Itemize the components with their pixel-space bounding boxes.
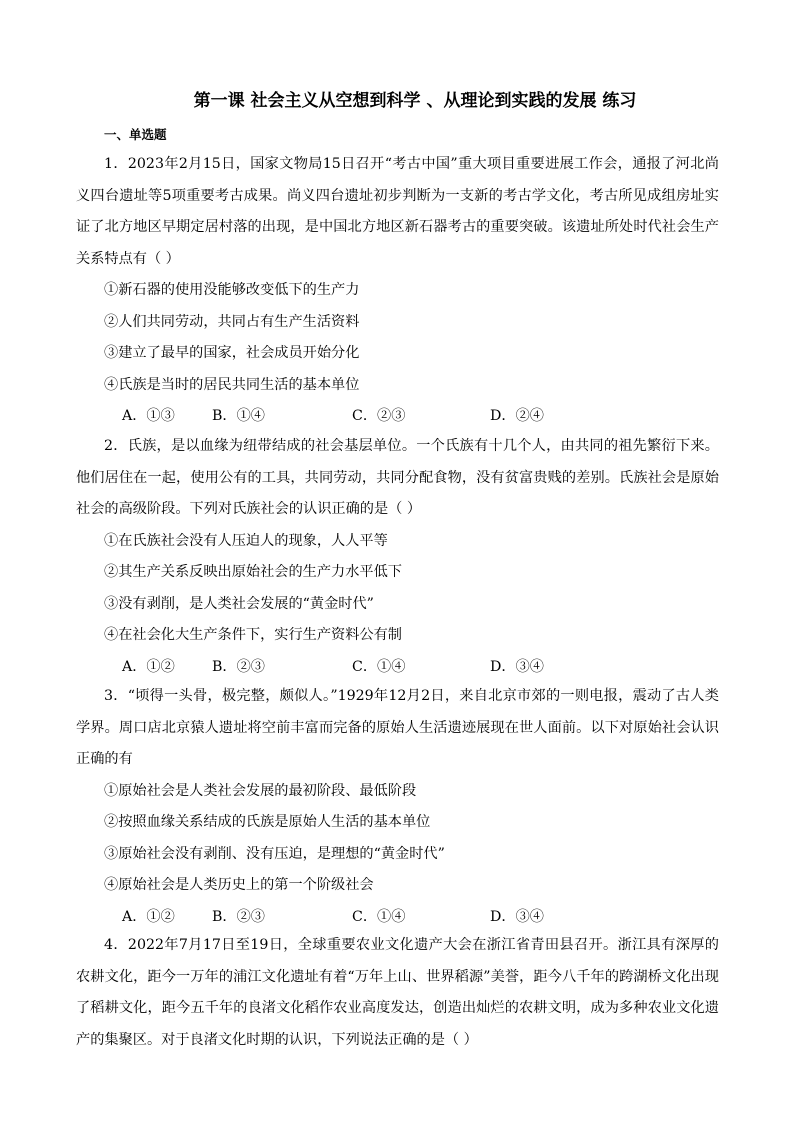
answer-choices — [76, 401, 719, 433]
statement-option: ③没有剥削，是人类社会发展的“黄金时代” — [104, 595, 374, 612]
choice-d: D．③④ — [490, 908, 544, 925]
statement-option: ④原始社会是人类历史上的第一个阶级社会 — [104, 877, 374, 893]
choice-a: A．①② — [122, 658, 175, 675]
answer-choices — [76, 652, 719, 684]
question-1 — [76, 149, 719, 433]
choice-c: C．②③ — [352, 408, 406, 424]
question-4 — [76, 930, 719, 1056]
statement-option: ③建立了最早的国家，社会成员开始分化 — [104, 345, 360, 361]
statement-option: ②按照血缘关系结成的氏族是原始人生活的基本单位 — [104, 814, 431, 830]
choice-a: A．①③ — [122, 408, 175, 424]
statement-option: ①新石器的使用没能够改变低下的生产力 — [104, 282, 360, 298]
choice-d: D．②④ — [490, 408, 544, 424]
question-stem: 4．2022年7月17日至19日，全球重要农业文化遗产大会在浙江省青田县召开。浙江具有深厚的农耕文化，距今一万年的浦江文化遗址有着“万年上山、世界稻源”美誉，距今八千年的跨湖桥文化出现了稻耕文化，距今五千年的良渚文化稻作农业高度发达，创造出灿烂的农耕文明，成为多种农业文化遗产的集聚区。对于良渚文化时期的认识，下列说法正确的是（ ） — [76, 937, 719, 1048]
question-stem: 1．2023年2月15日，国家文物局15日召开“考古中国”重大项目重要进展工作会，通报了河北尚义四台遗址等5项重要考古成果。尚义四台遗址初步判断为一支新的考古学文化，考古所见成组房址实证了北方地区早期定居村落的出现，是中国北方地区新石器考古的重要突破。该遗址所处时代社会生产关系特点有（ ） — [76, 156, 719, 267]
statement-option: ②其生产关系反映出原始社会的生产力水平低下 — [104, 564, 402, 580]
statement-option: ④氏族是当时的居民共同生活的基本单位 — [104, 376, 360, 393]
question-3 — [76, 681, 719, 933]
statement-option: ②人们共同劳动，共同占有生产生活资料 — [104, 313, 360, 330]
answer-choices — [76, 902, 719, 934]
choice-b: B．②③ — [212, 658, 265, 675]
choice-d: D．③④ — [490, 658, 544, 675]
choice-a: A．①② — [122, 908, 175, 925]
section-heading: 一、单选题 — [104, 127, 167, 142]
statement-option: ③原始社会没有剥削、没有压迫，是理想的“黄金时代” — [104, 845, 445, 862]
statement-option: ④在社会化大生产条件下，实行生产资料公有制 — [104, 627, 402, 643]
question-2 — [76, 431, 719, 683]
choice-c: C．①④ — [352, 908, 406, 925]
choice-b: B．②③ — [212, 908, 265, 925]
statement-option: ①在氏族社会没有人压迫人的现象，人人平等 — [104, 532, 388, 549]
page-title: 第一课 社会主义从空想到科学 、从理论到实践的发展 练习 — [193, 91, 637, 111]
choice-c: C．①④ — [352, 658, 406, 675]
question-stem: 3．“顷得一头骨，极完整，颇似人。”1929年12月2日，来自北京市郊的一则电报，震动了古人类学界。周口店北京猿人遗址将空前丰富而完备的原始人生活遗迹展现在世人面前。以下对原始社会认识正确的有 — [76, 688, 719, 767]
statement-option: ①原始社会是人类社会发展的最初阶段、最低阶段 — [104, 782, 417, 799]
choice-b: B．①④ — [212, 408, 265, 424]
question-stem: 2．氏族，是以血缘为纽带结成的社会基层单位。一个氏族有十几个人，由共同的祖先繁衍下来。他们居住在一起，使用公有的工具，共同劳动，共同分配食物，没有贫富贵贱的差别。氏族社会是原始社会的高级阶段。下列对氏族社会的认识正确的是（ ） — [76, 438, 719, 517]
